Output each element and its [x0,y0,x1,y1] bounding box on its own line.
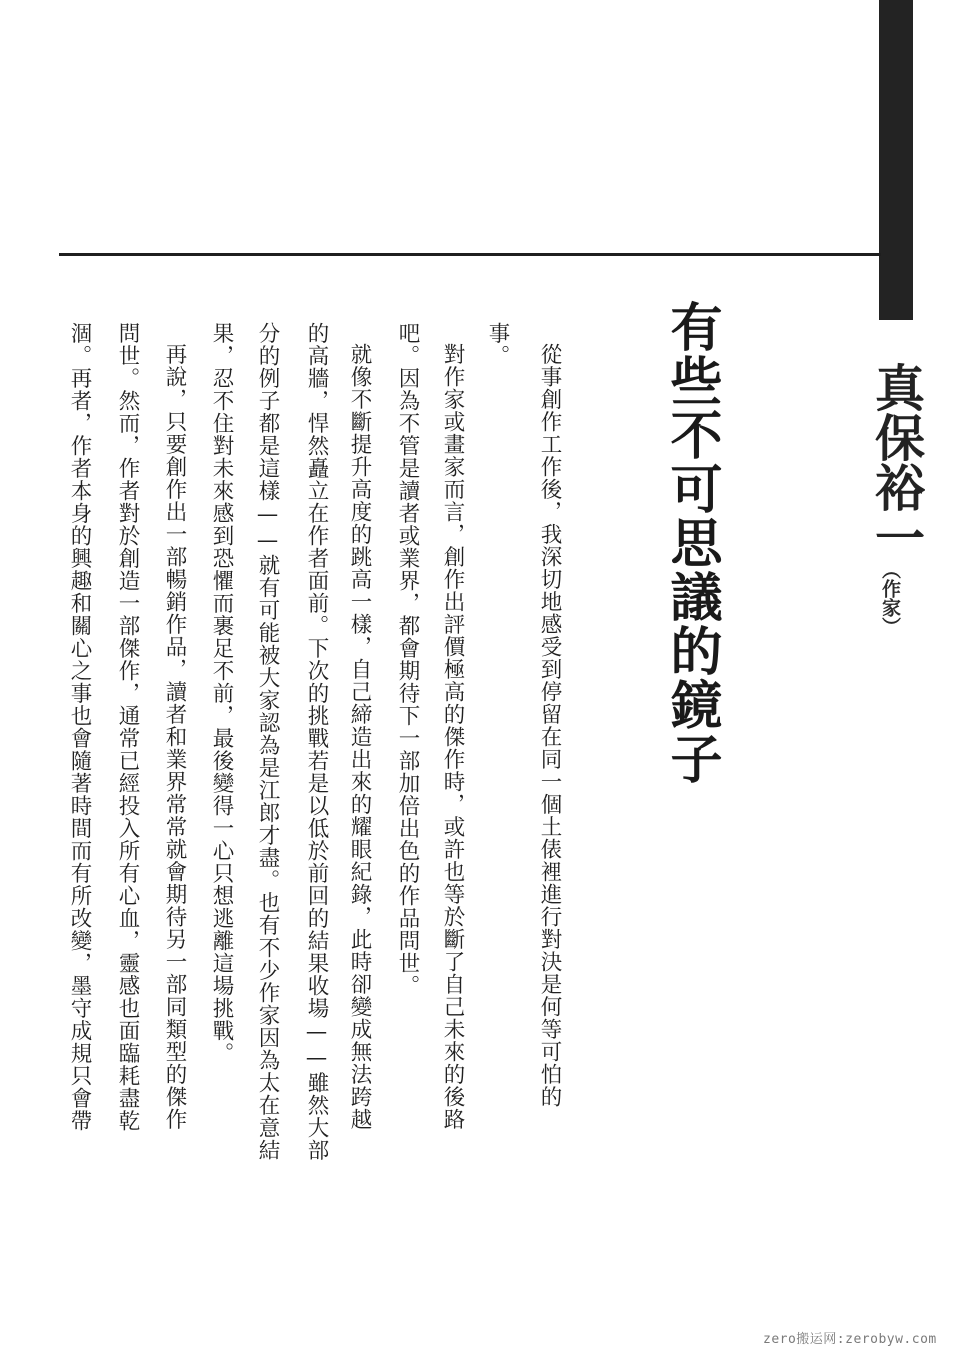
body-column: 分的例子都是這樣——就有可能被大家認為是江郎才盡。也有不少作家因為太在意結 [255,322,280,1162]
watermark: zero搬运网:zerobyw.com [763,1332,937,1347]
body-column: 問世。然而，作者對於創造一部傑作，通常已經投入所有心血，靈感也面臨耗盡乾 [115,322,140,1132]
article-title: 有些不可思議的鏡子 [661,300,722,786]
author-name: 真保裕一 [867,362,925,562]
body-column: 果，忍不住對未來感到恐懼而裹足不前，最後變得一心只想逃離這場挑戰。 [209,322,234,1065]
decorative-black-bar [879,0,913,320]
horizontal-rule [59,253,881,256]
body-column: 事。 [485,322,510,367]
body-column: 再說，只要創作出一部暢銷作品，讀者和業界常常就會期待另一部同類型的傑作 [162,343,187,1131]
body-column: 就像不斷提升高度的跳高一樣，自己締造出來的耀眼紀錄，此時卻變成無法跨越 [347,343,372,1131]
author-role: （作家） [879,560,901,636]
body-column: 涸。再者，作者本身的興趣和關心之事也會隨著時間而有所改變，墨守成規只會帶 [67,322,92,1132]
body-column: 從事創作工作後，我深切地感受到停留在同一個土俵裡進行對決是何等可怕的 [537,343,562,1108]
body-column: 的高牆，悍然矗立在作者面前。下次的挑戰若是以低於前回的結果收場——雖然大部 [304,322,329,1162]
body-column: 對作家或畫家而言，創作出評價極高的傑作時，或許也等於斷了自己未來的後路 [440,343,465,1131]
body-column: 吧。因為不管是讀者或業界，都會期待下一部加倍出色的作品問世。 [395,322,420,997]
